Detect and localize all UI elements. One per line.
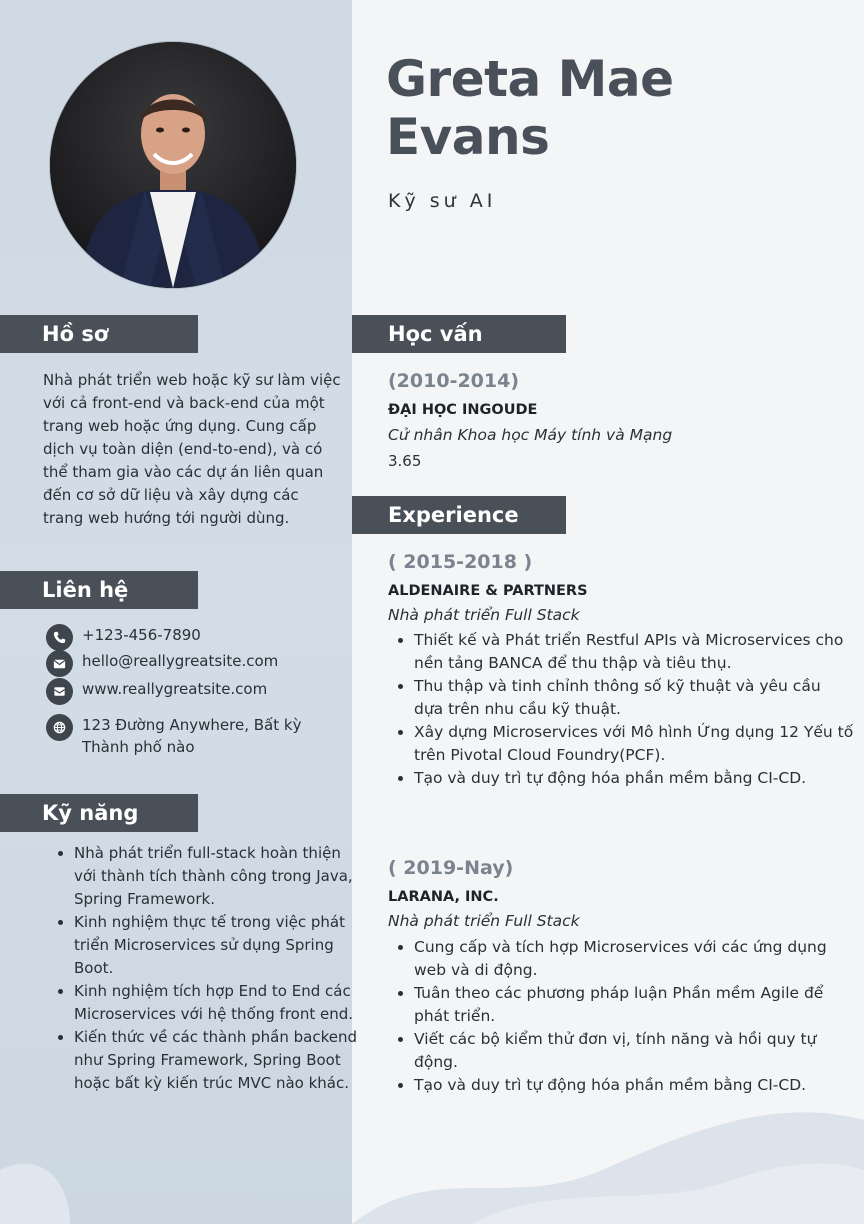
name-line-1: Greta Mae	[386, 50, 674, 108]
contact-website[interactable]	[46, 678, 267, 705]
skill-item: • Kinh nghiệm tích hợp End to End các Microservices với hệ thống front end.	[74, 980, 364, 1026]
contact-website-text: www.reallygreatsite.com	[82, 680, 268, 698]
job-bullets	[394, 629, 854, 790]
skill-item: • Kiến thức về các thành phần backend như Spring Framework, Spring Boot hoặc bất kỳ kiến trúc MVC nào khác.	[74, 1026, 364, 1095]
section-heading-contact: Liên hệ	[0, 571, 198, 609]
contact-phone-text: +123-456-7890	[82, 626, 201, 644]
skill-item: • Nhà phát triển full-stack hoàn thiện với thành tích thành công trong Java, Spring Framework.	[74, 842, 364, 911]
person-name	[386, 50, 846, 166]
section-heading-education: Học vấn	[352, 315, 566, 353]
contact-address-text: 123 Đường Anywhere, Bất kỳ Thành phố nào	[82, 716, 302, 756]
job-period: ( 2015-2018 )	[388, 551, 533, 573]
job-bullet: • Tạo và duy trì tự động hóa phần mềm bằng CI-CD.	[414, 1074, 854, 1097]
job-bullet: • Thiết kế và Phát triển Restful APIs và Microservices cho nền tảng BANCA để thu thập và tiêu thụ.	[414, 629, 854, 675]
contact-phone[interactable]	[46, 624, 201, 651]
education-degree: Cử nhân Khoa học Máy tính và Mạng	[388, 426, 673, 444]
job-role: Nhà phát triển Full Stack	[388, 912, 580, 930]
job-role: Nhà phát triển Full Stack	[388, 606, 580, 624]
decorative-wave	[0, 1140, 352, 1224]
section-heading-profile: Hồ sơ	[0, 315, 198, 353]
job-bullets	[394, 936, 854, 1097]
education-gpa: 3.65	[388, 452, 422, 470]
job-bullet: • Xây dựng Microservices với Mô hình Ứng dụng 12 Yếu tố trên Pivotal Cloud Foundry(PCF).	[414, 721, 854, 767]
job-company: ALDENAIRE & PARTNERS	[388, 583, 588, 599]
job-bullet: • Tạo và duy trì tự động hóa phần mềm bằng CI-CD.	[414, 767, 854, 790]
name-line-2: Evans	[386, 108, 550, 166]
job-bullet: • Thu thập và tinh chỉnh thông số kỹ thuật và yêu cầu dựa trên nhu cầu kỹ thuật.	[414, 675, 854, 721]
job-title: Kỹ sư AI	[388, 190, 497, 212]
job-company: LARANA, INC.	[388, 889, 499, 905]
education-period: (2010-2014)	[388, 370, 520, 392]
contact-email[interactable]	[46, 650, 278, 677]
email-icon	[46, 650, 73, 677]
phone-icon	[46, 624, 73, 651]
profile-text: Nhà phát triển web hoặc kỹ sư làm việc với cả front-end và back-end của một trang web hoặc ứng dụng. Cung cấp dịch vụ toàn diện (end-to-end), và có thể tham gia vào các dự án liên quan đến cơ sở dữ liệu và xây dựng các trang web hướng tới người dùng.	[43, 371, 341, 527]
globe-icon	[46, 714, 73, 741]
education-school: ĐẠI HỌC INGOUDE	[388, 402, 538, 418]
contact-address	[46, 714, 322, 758]
profile-photo	[50, 42, 296, 288]
job-bullet: • Cung cấp và tích hợp Microservices với các ứng dụng web và di động.	[414, 936, 854, 982]
section-heading-experience: Experience	[352, 496, 566, 534]
job-bullet: • Viết các bộ kiểm thử đơn vị, tính năng và hồi quy tự động.	[414, 1028, 854, 1074]
decorative-wave	[352, 1100, 864, 1224]
contact-email-text: hello@reallygreatsite.com	[82, 652, 279, 670]
skill-item: • Kinh nghiệm thực tế trong việc phát triển Microservices sử dụng Spring Boot.	[74, 911, 364, 980]
job-period: ( 2019-Nay)	[388, 857, 514, 879]
section-heading-skills: Kỹ năng	[0, 794, 198, 832]
website-icon	[46, 678, 73, 705]
job-bullet: • Tuân theo các phương pháp luận Phần mềm Agile để phát triển.	[414, 982, 854, 1028]
skills-list	[52, 842, 364, 1095]
